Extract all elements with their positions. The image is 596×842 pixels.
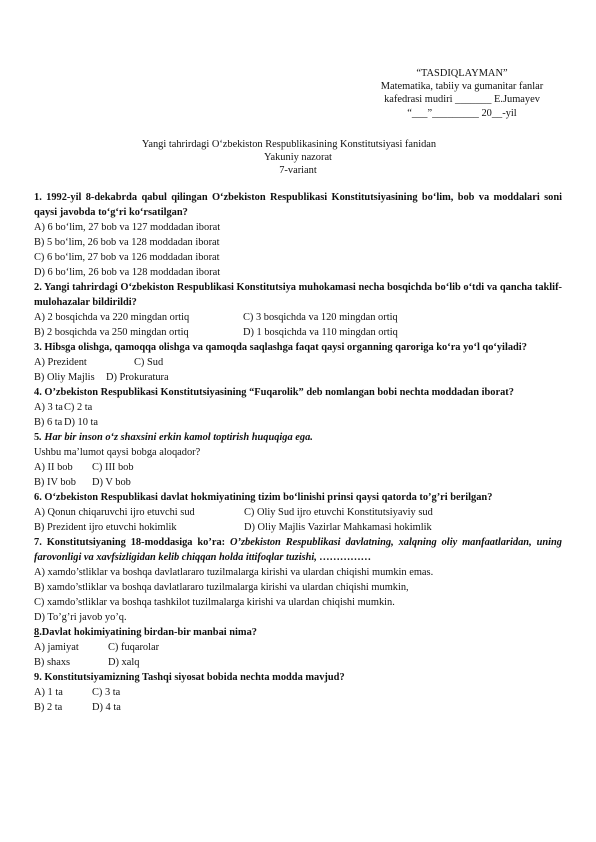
q5-option-a: A) II bob <box>34 462 73 473</box>
q7-option-a: A) xamdo’stliklar va boshqa davlatlararo tuzilmalarga kirishi va ulardan chiqishi mumkin emas. <box>34 567 434 578</box>
approval-line-1: Matematika, tabiiy va gumanitar fanlar <box>380 81 544 93</box>
q9-option-b: B) 2 ta <box>34 702 63 713</box>
q1-option-c: C) 6 bo‘lim, 27 bob va 126 moddadan iborat <box>34 252 220 263</box>
q5-subquestion: Ushbu ma’lumot qaysi bobga aloqador? <box>34 447 201 458</box>
q4-options-row-1 <box>34 400 562 415</box>
q2-options-row-1 <box>34 310 562 325</box>
q3-options-row-1 <box>34 355 562 370</box>
q8-options-row-1 <box>34 640 562 655</box>
q9-option-d: D) 4 ta <box>92 702 121 713</box>
document-heading <box>0 138 596 178</box>
question-7 <box>34 535 562 565</box>
q4-option-a: A) 3 ta <box>34 402 63 413</box>
q6-option-b: B) Prezident ijro etuvchi hokimlik <box>34 522 177 533</box>
question-5-number: 5 <box>34 432 40 443</box>
q6-option-a: A) Qonun chiqaruvchi ijro etuvchi sud <box>34 507 195 518</box>
question-8-text: .Davlat hokimiyatining birdan-bir manbai nima? <box>39 627 257 638</box>
question-1: 1. 1992-yil 8-dekabrda qabul qilingan O‘zbekiston Respublikasi Konstitutsiyasining bo‘lim, bob va moddalari soni qaysi javobda to‘g‘ri ko‘rsatilgan? <box>34 192 562 218</box>
question-4: 4. O’zbekiston Respublikasi Konstitutsiyasining “Fuqarolik” deb nomlangan bobi nechta moddadan iborat? <box>34 387 514 398</box>
q5-option-c: C) III bob <box>92 462 134 473</box>
q3-option-b: B) Oliy Majlis <box>34 372 95 383</box>
q9-option-a: A) 1 ta <box>34 687 63 698</box>
exam-title: Yakuniy nazorat <box>264 152 332 164</box>
q3-options-row-2 <box>34 370 562 385</box>
q9-options-row-1 <box>34 685 562 700</box>
question-5 <box>34 430 562 445</box>
approval-line-3: “___”_________ 20__-yil <box>407 107 517 119</box>
q9-options-row-2 <box>34 700 562 715</box>
question-9: 9. Konstitutsiyamizning Tashqi siyosat bobida nechta modda mavjud? <box>34 672 345 683</box>
q8-option-d: D) xalq <box>108 657 140 668</box>
q3-option-c: C) Sud <box>134 357 164 368</box>
q6-options-row-2 <box>34 520 562 535</box>
q4-option-b: B) 6 ta <box>34 417 63 428</box>
q7-option-b: B) xamdo’stliklar va boshqa davlatlararo tuzilmalarga kirishi va ulardan chiqishi mumkin, <box>34 582 409 593</box>
q6-option-d: D) Oliy Majlis Vazirlar Mahkamasi hokimlik <box>244 522 432 533</box>
q4-options-row-2 <box>34 415 562 430</box>
approval-line-2: kafedrasi mudiri _______ E.Jumayev <box>384 94 540 106</box>
approval-block <box>352 67 572 120</box>
q8-option-c: C) fuqarolar <box>108 642 160 653</box>
q4-option-d: D) 10 ta <box>64 417 99 428</box>
question-7-number: 7 <box>34 537 40 548</box>
q4-option-c: C) 2 ta <box>64 402 93 413</box>
q9-option-c: C) 3 ta <box>92 687 121 698</box>
question-7-label: . Konstitutsiyaning 18-moddasiga ko’ra: <box>39 537 231 548</box>
q8-option-b: B) shaxs <box>34 657 71 668</box>
q2-option-c: C) 3 bosqichda va 120 mingdan ortiq <box>243 312 398 323</box>
questions-body <box>34 190 562 715</box>
approval-title: “TASDIQLAYMAN” <box>416 68 508 79</box>
question-3: 3. Hibsga olishga, qamoqqa olishga va qamoqda saqlashga faqat qaysi organning qaroriga ko‘ra yo‘l qo‘yiladi? <box>34 342 527 353</box>
q1-option-a: A) 6 bo‘lim, 27 bob va 127 moddadan iborat <box>34 222 221 233</box>
q1-option-b: B) 5 bo‘lim, 26 bob va 128 moddadan iborat <box>34 237 220 248</box>
q2-options-row-2 <box>34 325 562 340</box>
q2-option-d: D) 1 bosqichda va 110 mingdan ortiq <box>243 327 398 338</box>
question-2: 2. Yangi tahrirdagi O‘zbekiston Respublikasi Konstitutsiya muhokamasi necha bosqichda bo‘lib o‘tdi va qancha taklif-mulohazalar bildirildi? <box>34 282 562 308</box>
q6-option-c: C) Oliy Sud ijro etuvchi Konstitutsiyaviy sud <box>244 507 433 518</box>
q5-options-row-2 <box>34 475 562 490</box>
q8-option-a: A) jamiyat <box>34 642 79 653</box>
q7-option-c: C) xamdo’stliklar va boshqa tashkilot tuzilmalarga kirishi va ulardan chiqishi mumkin. <box>34 597 395 608</box>
question-8 <box>34 625 562 640</box>
q3-option-d: D) Prokuratura <box>106 372 169 383</box>
question-8-number: 8 <box>34 627 40 638</box>
variant-label: 7-variant <box>279 165 317 177</box>
q7-option-d: D) To’g’ri javob yo’q. <box>34 612 127 623</box>
question-7-quote: O’zbekiston Respublikasi davlatning, xalqning oliy manfaatlaridan, uning farovonligi va xavfsizligidan kelib chiqqan holda ittifoqlar tuzishi, …………… <box>34 537 562 563</box>
q2-option-a: A) 2 bosqichda va 220 mingdan ortiq <box>34 312 190 323</box>
question-6: 6. O‘zbekiston Respublikasi davlat hokmiyatining tizim bo‘linishi prinsi qaysi qatorda to’g’ri berilgan? <box>34 492 493 503</box>
q3-option-a: A) Prezident <box>34 357 87 368</box>
q2-option-b: B) 2 bosqichda va 250 mingdan ortiq <box>34 327 189 338</box>
q8-options-row-2 <box>34 655 562 670</box>
q5-option-b: B) IV bob <box>34 477 76 488</box>
q5-option-d: D) V bob <box>92 477 131 488</box>
subject-title: Yangi tahrirdagi O‘zbekiston Respublikasining Konstitutsiyasi fanidan <box>141 139 437 150</box>
q5-options-row-1 <box>34 460 562 475</box>
q1-option-d: D) 6 bo‘lim, 26 bob va 128 moddadan iborat <box>34 267 221 278</box>
question-5-statement: . Har bir inson o‘z shaxsini erkin kamol toptirish huquqiga ega. <box>39 432 313 443</box>
q6-options-row-1 <box>34 505 562 520</box>
